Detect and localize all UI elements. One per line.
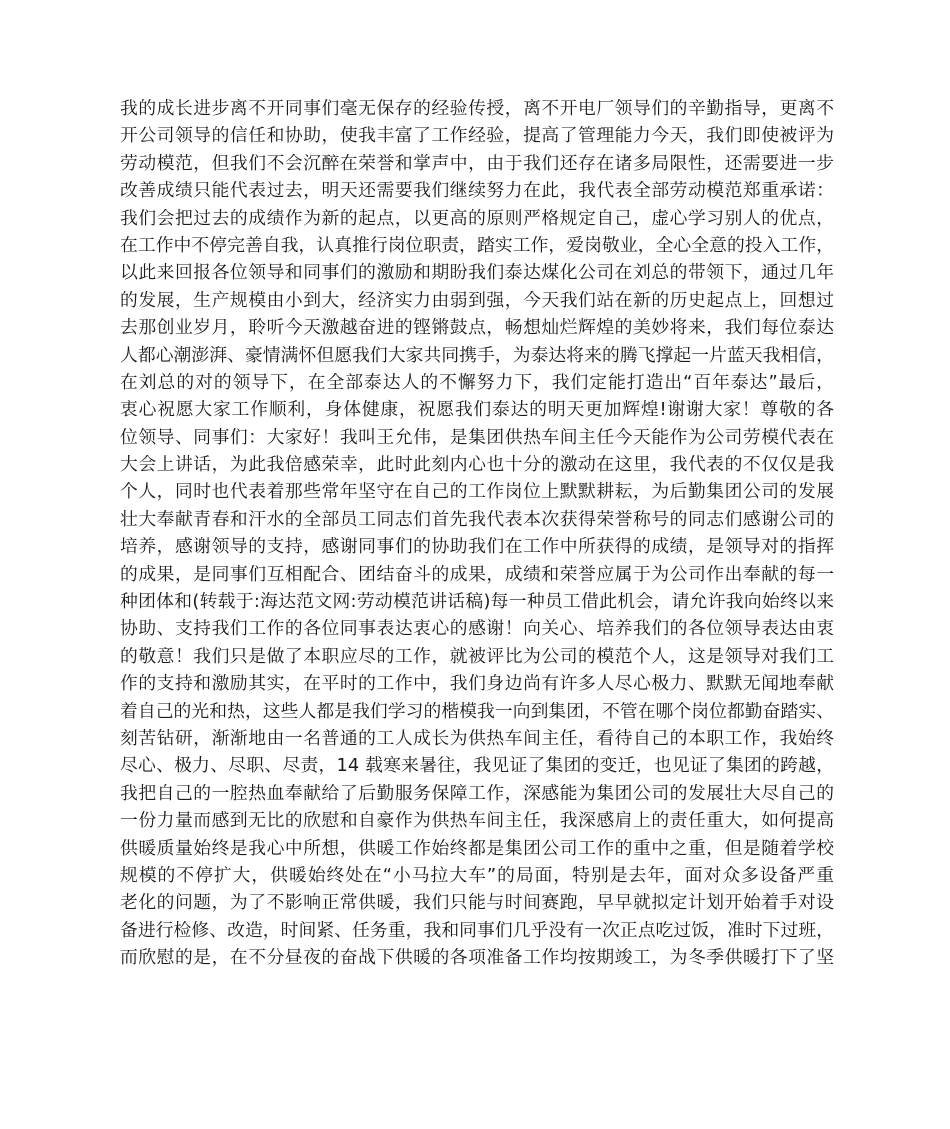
text-line: 个人，同时也代表着那些常年坚守在自己的工作岗位上默默耕耘，为后勤集团公司的发展 [120, 481, 834, 503]
text-line: 去那创业岁月，聆听今天激越奋进的铿锵鼓点，畅想灿烂辉煌的美妙将来，我们每位泰达 [120, 317, 834, 339]
text-line: 种团体和(转载于:海达范文网:劳动模范讲话稿)每一种员工借此机会，请允许我向始终以来 [120, 591, 834, 613]
text-line: 以此来回报各位领导和同事们的激励和期盼我们泰达煤化公司在刘总的带领下，通过几年 [120, 262, 834, 284]
text-line: 刻苦钻研，渐渐地由一名普通的工人成长为供热车间主任，看待自己的本职工作，我始终 [120, 727, 834, 749]
text-line: 我把自己的一腔热血奉献给了后勤服务保障工作，深感能为集团公司的发展壮大尽自己的 [120, 782, 834, 804]
text-line: 协助、支持我们工作的各位同事表达衷心的感谢！向关心、培养我们的各位领导表达由衷 [120, 618, 834, 640]
text-line: 作的支持和激励其实，在平时的工作中，我们身边尚有许多人尽心极力、默默无闻地奉献 [120, 673, 834, 695]
text-line: 备进行检修、改造，时间紧、任务重，我和同事们几乎没有一次正点吃过饭，准时下过班， [120, 919, 834, 941]
text-line: 位领导、同事们：大家好！我叫王允伟，是集团供热车间主任今天能作为公司劳模代表在 [120, 426, 834, 448]
text-line: 尽心、极力、尽职、尽责，14 载寒来暑往，我见证了集团的变迁，也见证了集团的跨越， [120, 755, 834, 777]
text-line: 大会上讲话，为此我倍感荣幸，此时此刻内心也十分的激动在这里，我代表的不仅仅是我 [120, 454, 834, 476]
text-line: 着自己的光和热，这些人都是我们学习的楷模我一向到集团，不管在哪个岗位都勤奋踏实、 [120, 700, 834, 722]
speech-text-body [120, 95, 834, 972]
text-line: 而欣慰的是，在不分昼夜的奋战下供暖的各项准备工作均按期竣工，为冬季供暖打下了坚 [120, 947, 834, 969]
text-line: 我们会把过去的成绩作为新的起点，以更高的原则严格规定自己，虚心学习别人的优点， [120, 207, 834, 229]
text-line: 供暖质量始终是我心中所想，供暖工作始终都是集团公司工作的重中之重，但是随着学校 [120, 837, 834, 859]
text-line: 人都心潮澎湃、豪情满怀但愿我们大家共同携手，为泰达将来的腾飞撑起一片蓝天我相信， [120, 344, 834, 366]
text-line: 老化的问题，为了不影响正常供暖，我们只能与时间赛跑，早早就拟定计划开始着手对设 [120, 892, 834, 914]
text-line: 的成果，是同事们互相配合、团结奋斗的成果，成绩和荣誉应属于为公司作出奉献的每一 [120, 563, 834, 585]
text-line: 在刘总的对的领导下，在全部泰达人的不懈努力下，我们定能打造出“百年泰达”最后， [120, 371, 834, 393]
text-line: 的敬意！我们只是做了本职应尽的工作，就被评比为公司的模范个人，这是领导对我们工 [120, 645, 834, 667]
text-line: 改善成绩只能代表过去，明天还需要我们继续努力在此，我代表全部劳动模范郑重承诺： [120, 180, 834, 202]
text-line: 劳动模范，但我们不会沉醉在荣誉和掌声中，由于我们还存在诸多局限性，还需要进一步 [120, 152, 834, 174]
text-line: 培养，感谢领导的支持，感谢同事们的协助我们在工作中所获得的成绩，是领导对的指挥 [120, 536, 834, 558]
text-line: 开公司领导的信任和协助，使我丰富了工作经验，提高了管理能力今天，我们即使被评为 [120, 125, 834, 147]
text-line: 规模的不停扩大，供暖始终处在“小马拉大车”的局面，特别是去年，面对众多设备严重 [120, 864, 834, 886]
text-line: 我的成长进步离不开同事们毫无保存的经验传授，离不开电厂领导们的辛勤指导，更离不 [120, 98, 834, 119]
text-line: 壮大奉献青春和汗水的全部员工同志们首先我代表本次获得荣誉称号的同志们感谢公司的 [120, 508, 834, 530]
text-line: 一份力量而感到无比的欣慰和自豪作为供热车间主任，我深感肩上的责任重大，如何提高 [120, 810, 834, 832]
text-line: 在工作中不停完善自我，认真推行岗位职责，踏实工作，爱岗敬业，全心全意的投入工作， [120, 234, 834, 256]
text-line: 衷心祝愿大家工作顺利，身体健康，祝愿我们泰达的明天更加辉煌!谢谢大家！尊敬的各 [120, 399, 834, 421]
text-line: 的发展，生产规模由小到大，经济实力由弱到强，今天我们站在新的历史起点上，回想过 [120, 289, 834, 311]
